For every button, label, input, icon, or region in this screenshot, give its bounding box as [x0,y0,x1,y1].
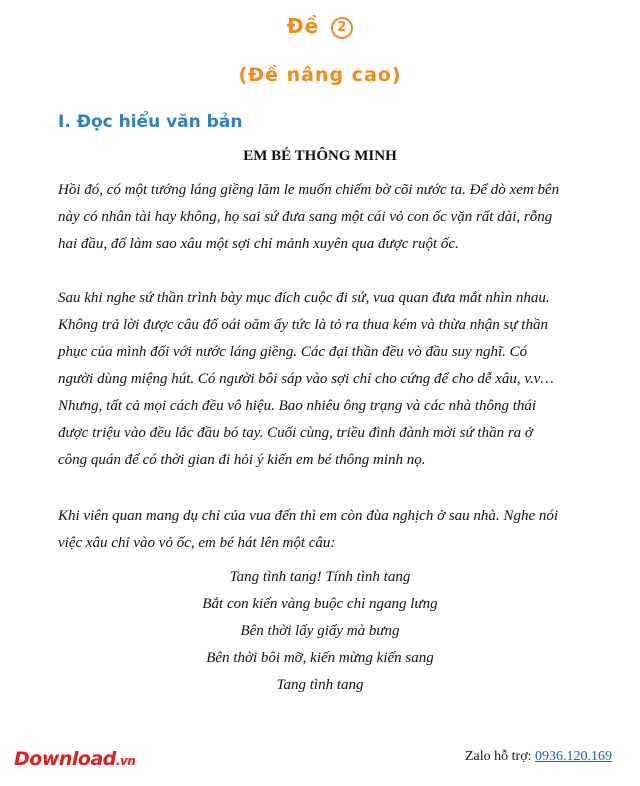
download-logo[interactable] [14,748,135,770]
contact-label: Zalo hỗ trợ: [465,749,532,764]
text-line: việc xâu chỉ vào vỏ ốc, em bé hát lên một câu: [58,535,336,551]
logo-tld: .vn [115,754,136,768]
exam-title-text: Đề [286,14,320,38]
exam-subtitle: (Đề nâng cao) [238,64,402,86]
text-line: này có nhân tài hay không, họ sai sứ đưa sang một cái vỏ con ốc vặn rất dài, rỗng [58,209,553,225]
text-line: Không trả lời được câu đố oái oăm ấy tức là tỏ ra thua kém và thừa nhận sự thần [58,317,548,333]
poem-line: Tang tình tang! Tính tình tang [229,569,411,585]
poem-line: Tang tình tang [276,677,364,693]
paragraph-3 [58,503,608,557]
story-title: EM BÉ THÔNG MINH [243,148,397,164]
text-line: Nhưng, tất cả mọi cách đều vô hiệu. Bao nhiêu ông trạng và các nhà thông thái [58,398,537,414]
poem-line: Bên thời bôi mỡ, kiến mừng kiến sang [206,650,434,666]
text-line: công quán để có thời gian đi hỏi ý kiến em bé thông minh nọ. [58,452,426,468]
text-line: hai đầu, đố làm sao xâu một sợi chỉ mảnh xuyên qua được ruột ốc. [58,236,459,252]
text-line: Khi viên quan mang dụ chỉ của vua đến thì em còn đùa nghịch ở sau nhà. Nghe nói [58,508,559,524]
section-heading: I. Đọc hiểu văn bản [58,112,243,132]
exam-number-badge: 2 [331,17,353,39]
text-line: Sau khi nghe sứ thần trình bày mục đích cuộc đi sứ, vua quan đưa mắt nhìn nhau. [58,290,550,306]
contact-phone-link[interactable]: 0936.120.169 [535,749,612,764]
footer-contact [465,749,612,765]
paragraph-2 [58,285,608,474]
text-line: phục của mình đối với nước láng giềng. Các đại thần đều vò đầu suy nghĩ. Có [58,344,528,360]
text-line: người dùng miệng hút. Có người bôi sáp vào sợi chỉ cho cứng để cho dễ xâu, v.v… [58,371,554,387]
poem-line: Bắt con kiến vàng buộc chỉ ngang lưng [202,596,438,612]
text-line: Hồi đó, có một tướng láng giềng lăm le muốn chiếm bờ cõi nước ta. Để dò xem bên [58,182,560,198]
text-line: được triệu vào đều lắc đầu bó tay. Cuối cùng, triều đình đành mời sứ thần ra ở [58,425,533,441]
poem-block [0,564,640,699]
exam-title [0,14,640,39]
paragraph-1 [58,177,608,258]
logo-text: Download [14,748,116,770]
poem-line: Bên thời lấy giấy mà bưng [240,623,400,639]
